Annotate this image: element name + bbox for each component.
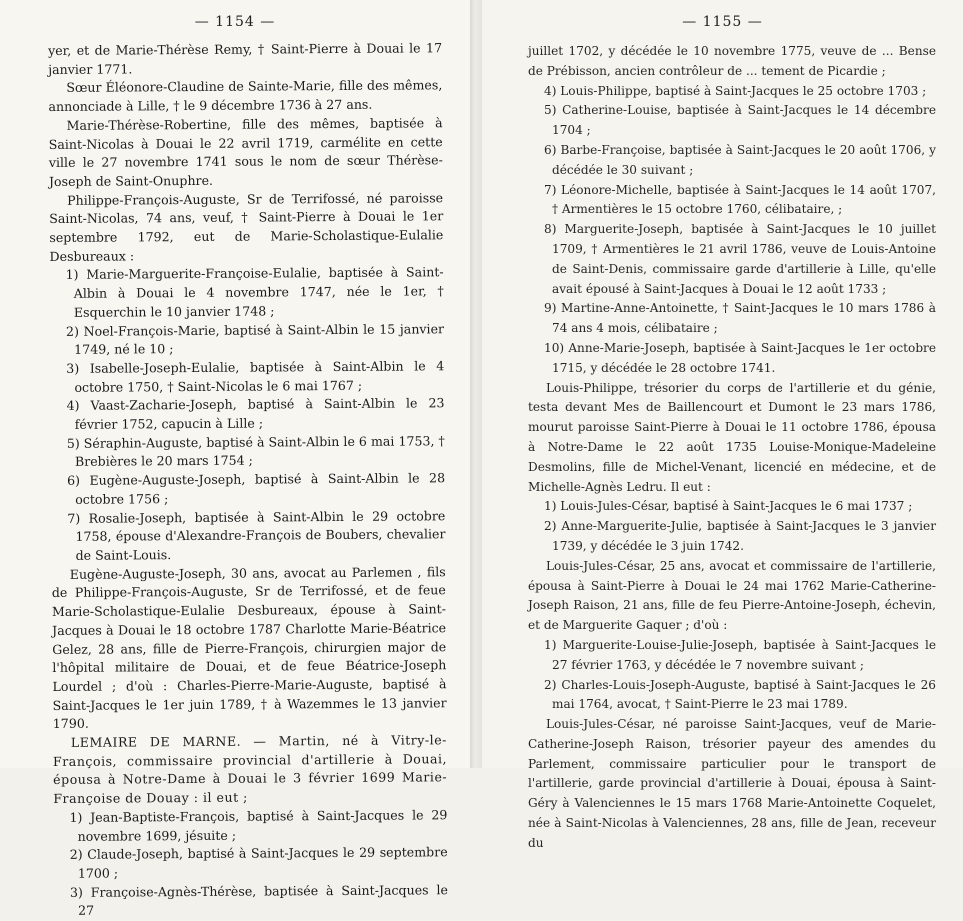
list-item: 6) Barbe-Françoise, baptisée à Saint-Jacques le 20 août 1706, y décédée le 30 suivant ;: [544, 142, 936, 177]
list-item: 2) Claude-Joseph, baptisé à Saint-Jacques le 29 septembre 1700 ;: [69, 844, 448, 881]
list-item: 4) Louis-Philippe, baptisé à Saint-Jacques le 25 octobre 1703 ;: [544, 83, 927, 98]
list-item: 1) Louis-Jules-César, baptisé à Saint-Jacques le 6 mai 1737 ;: [544, 499, 913, 514]
right-page-number: — 1155 —: [682, 14, 763, 30]
paragraph: Eugène-Auguste-Joseph, 30 ans, avocat au Parlemen , fils de Philippe-François-Auguste, Sr de Terrifossé, et de feue Marie-Scholastique-Eulalie Desbureaux, épouse à Saint-Jacques à Douai le 18 octobre 1787 Charlotte Marie-Béatrice Gelez, 28 ans, fille de Pierre-François, chirurgien major de l'hôpital militaire de Douai, et de feue Béatrice-Joseph Lourdel ; d'où : Charles-Pierre-Marie-Auguste, baptisé à Saint-Jacques le 1er juin 1789, † à Wazemmes le 13 janvier 1790.: [51, 563, 447, 732]
left-page-text: [48, 39, 448, 921]
paragraph: Philippe-François-Auguste, Sr de Terrifossé, né paroisse Saint-Nicolas, 74 ans, veuf, † Saint-Pierre à Douai le 1er septembre 1792, eut de Marie-Scholastique-Eulalie Desbureaux :: [49, 189, 444, 264]
paragraph: Sœur Éléonore-Claudine de Sainte-Marie, fille des mêmes, annonciade à Lille, † le 9 décembre 1736 à 27 ans.: [48, 77, 443, 115]
paragraph: Louis-Philippe, trésorier du corps de l'artillerie et du génie, testa devant Mes de Baillencourt et Dumont le 23 mars 1786, mourut paroisse Saint-Pierre à Douai le 11 octobre 1786, épousa à Notre-Dame le 22 août 1735 Louise-Monique-Madeleine Desmolins, fille de Michel-Venant, licencié en médecine, et de Michelle-Agnès Ledru. Il eut :: [528, 380, 936, 494]
list-item: 10) Anne-Marie-Joseph, baptisée à Saint-Jacques le 1er octobre 1715, y décédée le 28 octobre 1741.: [544, 340, 936, 375]
paragraph: LEMAIRE DE MARNE. — Martin, né à Vitry-le-François, commissaire provincial d'artillerie à Douai, épousa à Notre-Dame à Douai le 3 février 1699 Marie-Françoise de Douay : il eut ;: [52, 732, 448, 807]
list-item: 1) Marguerite-Louise-Julie-Joseph, baptisée à Saint-Jacques le 27 février 1763, y décédée le 7 novembre suivant ;: [544, 637, 936, 672]
paragraph: Louis-Jules-César, 25 ans, avocat et commissaire de l'artillerie, épousa à Saint-Pierre à Douai le 24 mai 1762 Marie-Catherine-Joseph Raison, 21 ans, fille de feu Pierre-Antoine-Joseph, échevin, et de Marguerite Gaquer ; d'où :: [528, 558, 936, 633]
right-page-text: [528, 42, 936, 854]
paragraph: juillet 1702, y décédée le 10 novembre 1775, veuve de ... Bense de Prébisson, ancien contrôleur de ... tement de Picardie ;: [528, 44, 936, 78]
book-gutter: [470, 0, 482, 768]
list-item: 9) Martine-Anne-Antoinette, † Saint-Jacques le 10 mars 1786 à 74 ans 4 mois, célibataire ;: [544, 301, 936, 336]
list-item: 3) Isabelle-Joseph-Eulalie, baptisée à Saint-Albin le 4 octobre 1750, † Saint-Nicolas le 6 mai 1767 ;: [66, 358, 445, 395]
list-item: 4) Vaast-Zacharie-Joseph, baptisé à Saint-Albin le 23 février 1752, capucin à Lille ;: [66, 395, 445, 432]
list-item: 7) Rosalie-Joseph, baptisée à Saint-Albin le 29 octobre 1758, épouse d'Alexandre-François de Boubers, chevalier de Saint-Louis.: [67, 507, 446, 563]
list-item: 2) Noel-François-Marie, baptisé à Saint-Albin le 15 janvier 1749, né le 10 ;: [65, 320, 445, 358]
list-item: 1) Marie-Marguerite-Françoise-Eulalie, baptisée à Saint-Albin à Douai le 4 novembre 1747, née le 1er, † Esquerchin le 10 janvier 1748 ;: [65, 264, 444, 320]
paragraph: Marie-Thérèse-Robertine, fille des mêmes, baptisée à Saint-Nicolas à Douai le 22 avril 1719, carmélite en cette ville le 27 novembre 1741 sous le nom de sœur Thérèse-Joseph de Saint-Onuphre.: [48, 115, 443, 189]
list-item: 3) Françoise-Agnès-Thérèse, baptisée à Saint-Jacques le 27: [69, 881, 448, 919]
list-item: 6) Eugène-Auguste-Joseph, baptisé à Saint-Albin le 28 octobre 1756 ;: [67, 470, 446, 507]
left-page-number: — 1154 —: [194, 14, 276, 30]
left-page: [0, 0, 470, 919]
list-item: 1) Jean-Baptiste-François, baptisé à Saint-Jacques le 29 novembre 1699, jésuite ;: [69, 807, 448, 844]
paragraph: Louis-Jules-César, né paroisse Saint-Jacques, veuf de Marie-Catherine-Joseph Raison, trésorier payeur des amendes du Parlement, commissaire particulier pour le transport de l'artillerie, garde provincial d'artillerie à Douai, épousa à Saint-Géry à Valenciennes le 15 mars 1768 Marie-Antoinette Coquelet, née à Saint-Nicolas à Valenciennes, 28 ans, fille de Jean, receveur du: [528, 717, 936, 850]
list-item: 2) Charles-Louis-Joseph-Auguste, baptisé à Saint-Jacques le 26 mai 1764, avocat, † Saint-Pierre le 23 mai 1789.: [544, 677, 936, 712]
list-item: 8) Marguerite-Joseph, baptisée à Saint-Jacques le 10 juillet 1709, † Armentières le 21 avril 1786, veuve de Louis-Antoine de Saint-Denis, commissaire garde d'artillerie à Lille, qu'elle avait épousé à Saint-Jacques à Douai le 12 août 1733 ;: [544, 222, 936, 296]
paragraph: yer, et de Marie-Thérèse Remy, † Saint-Pierre à Douai le 17 janvier 1771.: [48, 40, 443, 77]
list-item: 2) Anne-Marguerite-Julie, baptisée à Saint-Jacques le 3 janvier 1739, y décédée le 3 juin 1742.: [544, 519, 936, 553]
right-page: [482, 0, 963, 850]
list-item: 7) Léonore-Michelle, baptisée à Saint-Jacques le 14 août 1707, † Armentières le 15 octobre 1760, célibataire, ;: [544, 182, 936, 217]
list-item: 5) Séraphin-Auguste, baptisé à Saint-Albin le 6 mai 1753, † Brebières le 20 mars 1754 ;: [66, 433, 445, 470]
list-item: 5) Catherine-Louise, baptisée à Saint-Jacques le 14 décembre 1704 ;: [544, 103, 936, 138]
